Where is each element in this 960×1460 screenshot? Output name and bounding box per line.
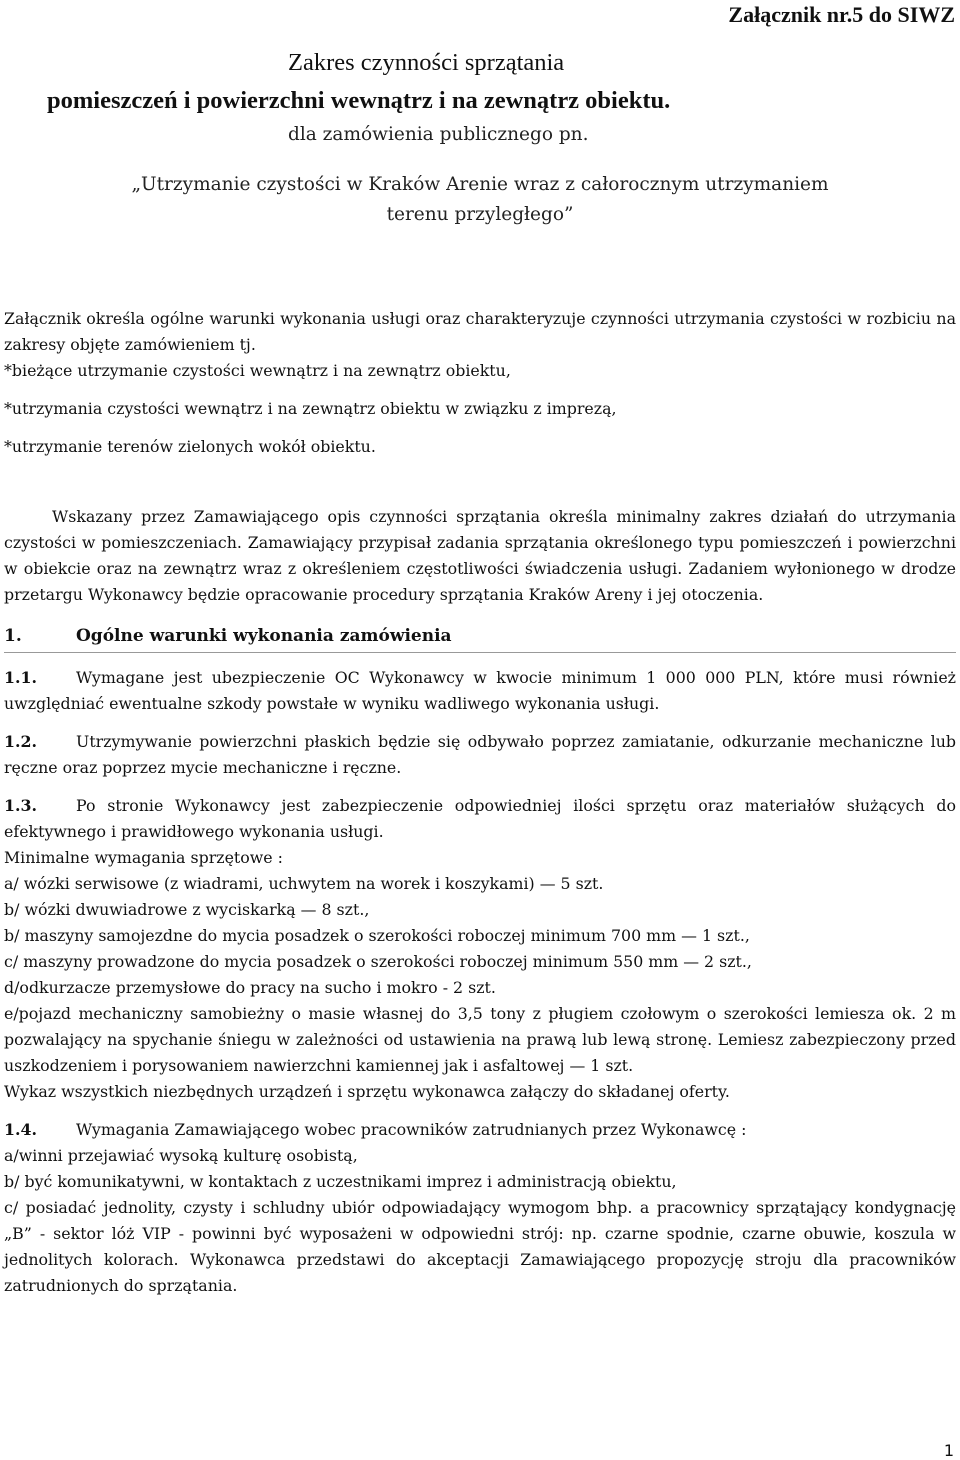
item-1-2 — [4, 729, 956, 781]
requirement-item: a/winni przejawiać wysoką kulturę osobistą, — [4, 1146, 358, 1165]
scope-item: *bieżące utrzymanie czystości wewnątrz i na zewnątrz obiektu, — [4, 361, 511, 380]
title-line-5: terenu przyległego” — [386, 204, 574, 225]
section-title: Ogólne warunki wykonania zamówienia — [76, 626, 452, 646]
item-1-4 — [4, 1117, 956, 1299]
item-1-4-intro — [4, 1117, 956, 1143]
equipment-item: b/ maszyny samojezdne do mycia posadzek o szerokości roboczej minimum 700 mm — 1 szt., — [4, 926, 750, 945]
scope-item: *utrzymania czystości wewnątrz i na zewnątrz obiektu w związku z imprezą, — [4, 399, 617, 418]
item-text: Utrzymywanie powierzchni płaskich będzie się odbywało poprzez zamiatanie, odkurzanie mechaniczne lub ręczne oraz poprzez mycie mechaniczne i ręczne. — [4, 732, 956, 777]
item-text: Po stronie Wykonawcy jest zabezpieczenie odpowiedniej ilości sprzętu oraz materiałów służących do efektywnego i prawidłowego wykonania usługi. — [4, 796, 956, 841]
equipment-item: b/ wózki dwuwiadrowe z wyciskarką — 8 szt., — [4, 900, 370, 919]
description-paragraph: Wskazany przez Zamawiającego opis czynności sprzątania określa minimalny zakres działań do utrzymania czystości w pomieszczeniach. Zamawiający przypisał zadania sprzątania określonego typu pomieszczeń i powierzchni w obiekcie oraz na zewnątrz wraz z określeniem częstotliwości świadczenia usługi. Zadaniem wyłonionego w drodze przetargu Wykonawcy będzie opracowanie procedury sprzątania Kraków Areny i jej otoczenia. — [4, 507, 956, 604]
min-requirements-label: Minimalne wymagania sprzętowe : — [4, 848, 283, 867]
item-1-3 — [4, 793, 956, 1105]
item-number: 1.3. — [4, 796, 37, 815]
equipment-item: e/pojazd mechaniczny samobieżny o masie własnej do 3,5 tony z pługiem czołowym o szerokości lemiesza ok. 2 m pozwalający na spychanie śniegu w zależności od ustawienia na prawą lub lewą stronę. Lemiesz zabezpieczony przed uszkodzeniem i porysowaniem nawierzchni kamiennej jak i asfaltowej — 1 szt. — [4, 1004, 956, 1075]
title-line-4: „Utrzymanie czystości w Kraków Arenie wraz z całorocznym utrzymaniem — [131, 174, 829, 195]
annex-label: Załącznik nr.5 do SIWZ — [728, 2, 955, 27]
item-number: 1.4. — [4, 1120, 37, 1139]
title-block — [0, 44, 960, 230]
requirement-item: c/ posiadać jednolity, czysty i schludny ubiór odpowiadający wymogom bhp. a pracownicy sprzątający kondygnację „B” - sektor lóż VIP - powinni być wyposażeni w odpowiedni strój: np. czarne spodnie, czarne obuwie, koszula w jednolitych kolorach. Wykonawca przedstawi do akceptacji Zamawiającego propozycję stroju dla pracowników zatrudnionych do sprzątania. — [4, 1198, 956, 1295]
intro-paragraph: Załącznik określa ogólne warunki wykonania usługi oraz charakteryzuje czynności utrzymania czystości w rozbiciu na zakresy objęte zamówieniem tj. — [4, 309, 956, 354]
title-line-3: dla zamówienia publicznego pn. — [288, 124, 589, 145]
item-text: Wymagane jest ubezpieczenie OC Wykonawcy w kwocie minimum 1 000 000 PLN, które musi również uwzględniać ewentualne szkody powstałe w wyniku wadliwego wykonania usługi. — [4, 668, 956, 713]
requirement-item: b/ być komunikatywni, w kontaktach z uczestnikami imprez i administracją obiektu, — [4, 1172, 677, 1191]
section-number: 1. — [4, 626, 22, 646]
item-number: 1.1. — [4, 668, 37, 687]
item-1-3-intro — [4, 793, 956, 845]
equipment-closing: Wykaz wszystkich niezbędnych urządzeń i sprzętu wykonawca załączy do składanej oferty. — [4, 1082, 730, 1101]
item-text: Wymagania Zamawiającego wobec pracowników zatrudnianych przez Wykonawcę : — [76, 1120, 747, 1139]
title-line-1: Zakres czynności sprzątania — [288, 49, 565, 76]
item-1-1 — [4, 665, 956, 717]
equipment-item: c/ maszyny prowadzone do mycia posadzek o szerokości roboczej minimum 550 mm — 2 szt., — [4, 952, 752, 971]
section-heading — [4, 622, 956, 653]
document-body — [4, 306, 956, 1299]
scope-item: *utrzymanie terenów zielonych wokół obiektu. — [4, 437, 376, 456]
equipment-item: d/odkurzacze przemysłowe do pracy na sucho i mokro - 2 szt. — [4, 978, 496, 997]
item-number: 1.2. — [4, 732, 37, 751]
title-line-2: pomieszczeń i powierzchni wewnątrz i na zewnątrz obiektu. — [47, 87, 671, 114]
page-number: 1 — [943, 1441, 954, 1460]
equipment-item: a/ wózki serwisowe (z wiadrami, uchwytem na worek i koszykami) — 5 szt. — [4, 874, 604, 893]
